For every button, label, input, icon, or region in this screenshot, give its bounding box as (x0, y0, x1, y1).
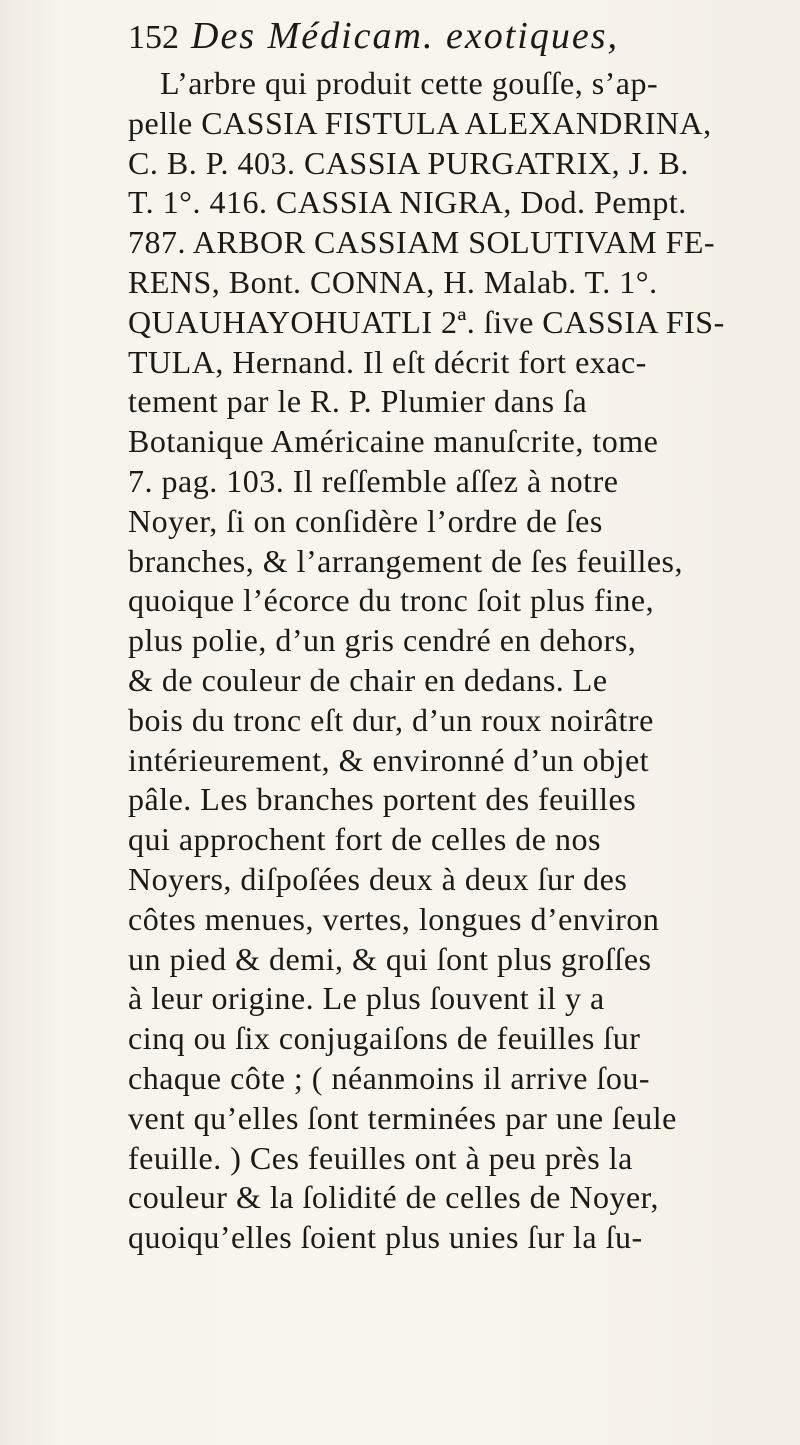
text-line: côtes menues, vertes, longues d’environ (128, 900, 660, 937)
text-line: L’arbre qui produit cette gouſſe, s’ap- (160, 65, 659, 101)
text-line: Noyer, ſi on conſidère l’ordre de ſes (128, 502, 603, 539)
text-line: Botanique Américaine manuſcrite, tome (128, 423, 659, 460)
text-line: tement par le R. P. Plumier dans ſa (128, 383, 588, 420)
text-line: RENS, Bont. CONNA, H. Malab. T. 1°. (128, 263, 658, 300)
text-line: plus polie, d’un gris cendré en dehors, (128, 622, 637, 659)
text-line: T. 1°. 416. CASSIA NIGRA, Dod. Pempt. (128, 184, 687, 221)
text-line: C. B. P. 403. CASSIA PURGATRIX, J. B. (128, 144, 689, 181)
text-line: branches, & l’arrangement de ſes feuilles, (128, 542, 683, 579)
text-line: & de couleur de chair en dedans. Le (128, 661, 608, 698)
text-line: bois du tronc eſt dur, d’un roux noirâtre (128, 701, 654, 738)
text-line: 787. ARBOR CASSIAM SOLUTIVAM FE- (128, 224, 716, 261)
body-text (128, 64, 778, 1258)
text-line: 7. pag. 103. Il reſſemble aſſez à notre (128, 462, 619, 499)
text-line: pâle. Les branches portent des feuilles (128, 781, 637, 818)
text-line: cinq ou ſix conjugaiſons de feuilles ſur (128, 1020, 641, 1057)
page-header (128, 14, 770, 64)
running-title: Des Médicam. exotiques, (191, 15, 619, 57)
text-line: à leur origine. Le plus ſouvent il y a (128, 980, 605, 1017)
text-line: qui approchent fort de celles de nos (128, 821, 601, 858)
text-line: quoiqu’elles ſoient plus unies ſur la ſu- (128, 1219, 643, 1256)
text-line: couleur & la ſolidité de celles de Noyer, (128, 1179, 660, 1216)
text-line: un pied & demi, & qui ſont plus groſſes (128, 940, 652, 977)
text-line: pelle CASSIA FISTULA ALEXANDRINA, (128, 104, 712, 141)
text-line: Noyers, diſpoſées deux à deux ſur des (128, 860, 628, 897)
text-line: feuille. ) Ces feuilles ont à peu près la (128, 1139, 633, 1176)
text-line: TULA, Hernand. Il eſt décrit fort exac- (128, 343, 647, 380)
text-line: chaque côte ; ( néanmoins il arrive ſou- (128, 1059, 651, 1096)
text-line: QUAUHAYOHUATLI 2ª. ſive CASSIA FIS- (128, 303, 725, 340)
page-number: 152 (128, 19, 179, 56)
text-line: intérieurement, & environné d’un objet (128, 741, 650, 778)
text-line: quoique l’écorce du tronc ſoit plus fine, (128, 582, 655, 619)
text-line: vent qu’elles ſont terminées par une ſeule (128, 1099, 677, 1136)
